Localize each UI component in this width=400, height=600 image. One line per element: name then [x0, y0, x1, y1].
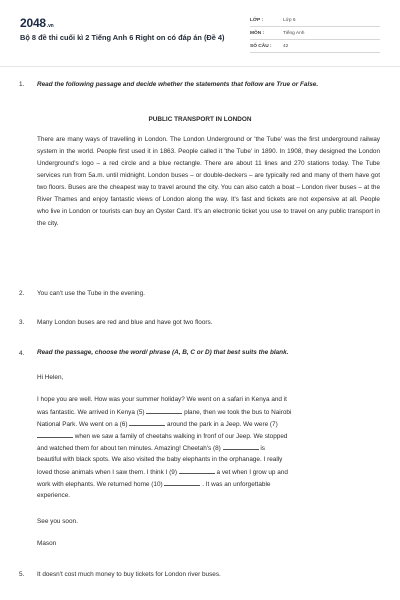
letter-signature: Mason — [37, 540, 57, 547]
question-number: 4. — [19, 350, 25, 357]
blank-8[interactable] — [223, 442, 259, 450]
meta-label: SỐ CÂU : — [250, 43, 272, 49]
letter-text: is — [260, 445, 265, 452]
letter-text: I hope you are well. How was your summer holiday? We went on a safari in Kenya and it — [37, 396, 287, 403]
letter-closing: See you soon. — [37, 518, 78, 525]
letter-line — [37, 490, 380, 502]
question-text: Many London buses are red and blue and have got two floors. — [37, 319, 213, 326]
document-title: Bộ 8 đề thi cuối kì 2 Tiếng Anh 6 Right on có đáp án (Đề 4) — [20, 33, 225, 42]
letter-text: was fantastic. We arrived in Kenya (5) — [37, 409, 145, 416]
letter-text: when we saw a family of cheetahs walking in fronf of our Jeep. We stopped — [74, 433, 288, 440]
question-text: You can't use the Tube in the evening. — [37, 290, 145, 297]
passage-title: PUBLIC TRANSPORT IN LONDON — [148, 116, 252, 123]
meta-label: LỚP : — [250, 17, 264, 23]
meta-value: Lớp 6 — [283, 17, 296, 23]
letter-text: National Park. We went on a (6) — [37, 421, 128, 428]
letter-text: work with elephants. We returned home (10) — [37, 481, 163, 488]
question-instruction: Read the passage, choose the word/ phrase (A, B, C or D) that best suits the blank. — [37, 349, 289, 356]
letter-text: . It was an unforgettable — [202, 481, 271, 488]
blank-5[interactable] — [146, 406, 182, 414]
question-instruction: Read the following passage and decide whether the statements that follow are True or False. — [37, 81, 319, 88]
letter-text: experience. — [37, 492, 71, 499]
letter-line — [37, 394, 380, 406]
question-text: It doesn't cost much money to buy tickets for London river buses. — [37, 571, 221, 578]
question-number: 2. — [19, 290, 25, 297]
question-number: 3. — [19, 319, 25, 326]
question-number: 1. — [19, 81, 25, 88]
letter-text: plane, then we took the bus to Nairobi — [184, 409, 292, 416]
passage-text: There are many ways of travelling in London. The London Underground or 'the Tube' was the first underground railway system in the world. People first used it in 1863. People called it 'the Tube' in 1890. In 1908, they designed the London Underground's logo – a red circle and a blue rectangle. There are about 11 lines and 270 stations today. The Tube services run from 5a.m. until midnight. London buses – or double-deckers – are typically red and many of them have got two floors. Buses are the cheapest way to travel around the city. You can also catch a boat – London river buses – at the River Thames and enjoy fantastic views of London along the way. It's fast and tickets are not expensive at all. People who live in London or tourists can buy an Oyster Card. It's an electronic ticket you use to travel on any public transport in the city. — [37, 136, 380, 227]
blank-10[interactable] — [164, 478, 200, 486]
blank-6[interactable] — [129, 418, 165, 426]
letter-text: and watched them for about ten minutes. Amazing! Cheetah's (8) — [37, 445, 221, 452]
letter-text: beautiful with black spots. We also visited the baby elephants in the orphanage. I really — [37, 456, 283, 463]
logo-main: 2048 — [20, 16, 46, 30]
letter-text: around the park in a Jeep. We were (7) — [167, 421, 278, 428]
blank-9[interactable] — [179, 466, 215, 474]
meta-label: MÔN : — [250, 30, 265, 36]
blank-7[interactable] — [37, 430, 73, 438]
letter-line — [37, 454, 380, 466]
meta-value: Tiếng Anh — [283, 30, 305, 36]
logo-sub: .vn — [46, 23, 54, 29]
letter-greeting: Hi Helen, — [37, 374, 64, 381]
meta-value: 42 — [283, 43, 289, 49]
letter-text: a vet when I grow up and — [216, 469, 288, 476]
letter-text: loved those animals when I saw them. I think I (9) — [37, 469, 177, 476]
question-number: 5. — [19, 571, 25, 578]
